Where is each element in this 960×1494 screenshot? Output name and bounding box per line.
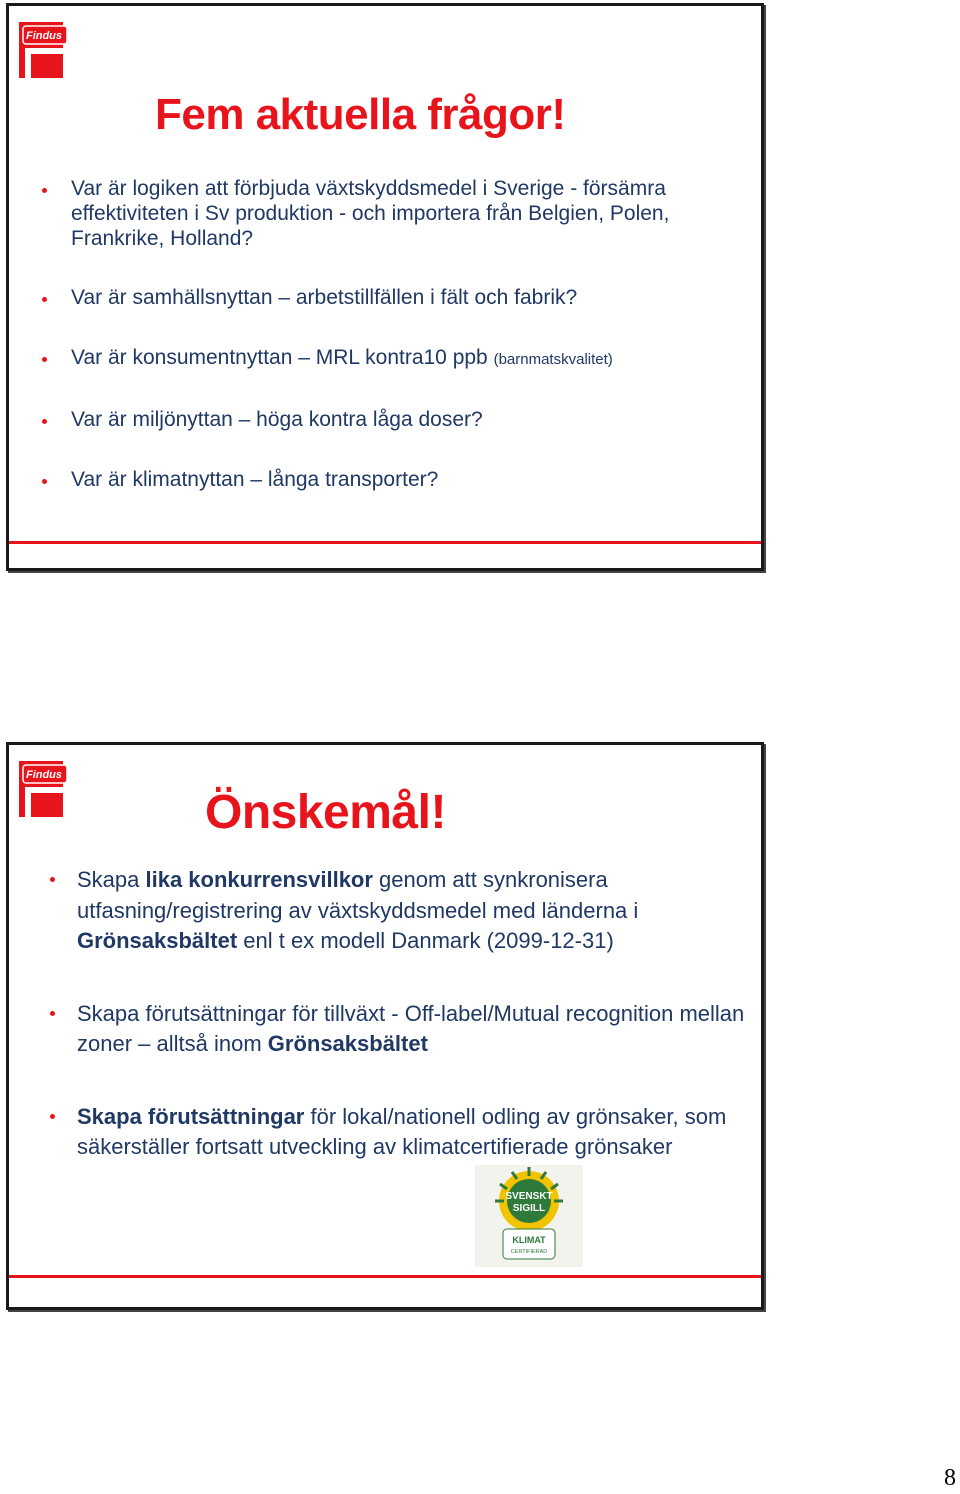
bullet-text: Var är logiken att förbjuda växtskyddsmedel i Sverige - försämra effektiviteten i Sv produktion - och importera från Belgien, Polen, Frankrike, Holland? bbox=[71, 177, 670, 250]
bullet-dot-icon bbox=[42, 297, 47, 302]
slide-2 bbox=[6, 742, 764, 1310]
seal-text: SVENSKT bbox=[505, 1191, 553, 1202]
bullet-text: enl t ex modell Danmark (2099-12-31) bbox=[237, 928, 614, 953]
seal-text: KLIMAT bbox=[512, 1235, 546, 1245]
bullet-text: Var är miljönyttan – höga kontra låga doser? bbox=[71, 408, 483, 431]
bullet-list bbox=[77, 865, 747, 1163]
bullet-text: Var är klimatnyttan – långa transporter? bbox=[71, 468, 439, 491]
findus-logo-icon bbox=[19, 759, 67, 819]
bullet-bold-text: lika konkurrensvillkor bbox=[145, 867, 373, 892]
bullet-bold-text: Skapa förutsättningar bbox=[77, 1103, 305, 1129]
list-item bbox=[71, 285, 751, 310]
bullet-bold-text: Grönsaksbältet bbox=[267, 1031, 428, 1056]
bullet-text: för lokal/nationell odling av grönsaker, som säkerställer fortsatt utveckling av klimatcertifierade grönsaker bbox=[77, 1103, 727, 1159]
bullet-dot-icon bbox=[42, 188, 47, 193]
bullet-dot-icon bbox=[42, 419, 47, 424]
bullet-bold-text: Grönsaksbältet bbox=[77, 928, 238, 953]
list-item bbox=[71, 345, 751, 372]
list-item bbox=[71, 407, 751, 432]
footer-divider bbox=[9, 541, 761, 544]
bullet-list bbox=[71, 176, 751, 492]
slide-title: Önskemål! bbox=[205, 786, 446, 839]
slide-1 bbox=[6, 3, 764, 571]
slide-title: Fem aktuella frågor! bbox=[155, 90, 566, 139]
logo-text: Findus bbox=[25, 30, 63, 42]
bullet-dot-icon bbox=[50, 877, 55, 882]
list-item bbox=[77, 865, 747, 957]
bullet-dot-icon bbox=[50, 1011, 55, 1016]
bullet-text: Var är konsumentnyttan – MRL kontra10 ppb bbox=[71, 346, 494, 369]
list-item bbox=[77, 999, 747, 1060]
bullet-text: Skapa förutsättningar för tillväxt - Off-label/Mutual recognition mellan zoner – alltså inom bbox=[77, 1000, 745, 1056]
findus-logo-icon bbox=[19, 20, 67, 80]
list-item bbox=[71, 467, 751, 492]
svenskt-sigill-klimat-seal-icon bbox=[475, 1165, 583, 1267]
bullet-dot-icon bbox=[42, 479, 47, 484]
bullet-text: Var är samhällsnyttan – arbetstillfällen i fält och fabrik? bbox=[71, 286, 578, 309]
bullet-text: Skapa bbox=[77, 867, 146, 892]
bullet-note: (barnmatskvalitet) bbox=[493, 351, 613, 368]
list-item bbox=[71, 176, 751, 251]
logo-text: Findus bbox=[25, 769, 63, 781]
list-item bbox=[77, 1102, 747, 1163]
page-number: 8 bbox=[944, 1465, 956, 1491]
bullet-dot-icon bbox=[42, 357, 47, 362]
bullet-dot-icon bbox=[50, 1114, 55, 1119]
seal-text: CERTIFIERAD bbox=[510, 1249, 548, 1255]
seal-text: SIGILL bbox=[512, 1203, 546, 1214]
footer-divider bbox=[9, 1275, 761, 1278]
bullet-text: genom att synkronisera utfasning/registrering av växtskyddsmedel med länderna i bbox=[77, 867, 639, 923]
